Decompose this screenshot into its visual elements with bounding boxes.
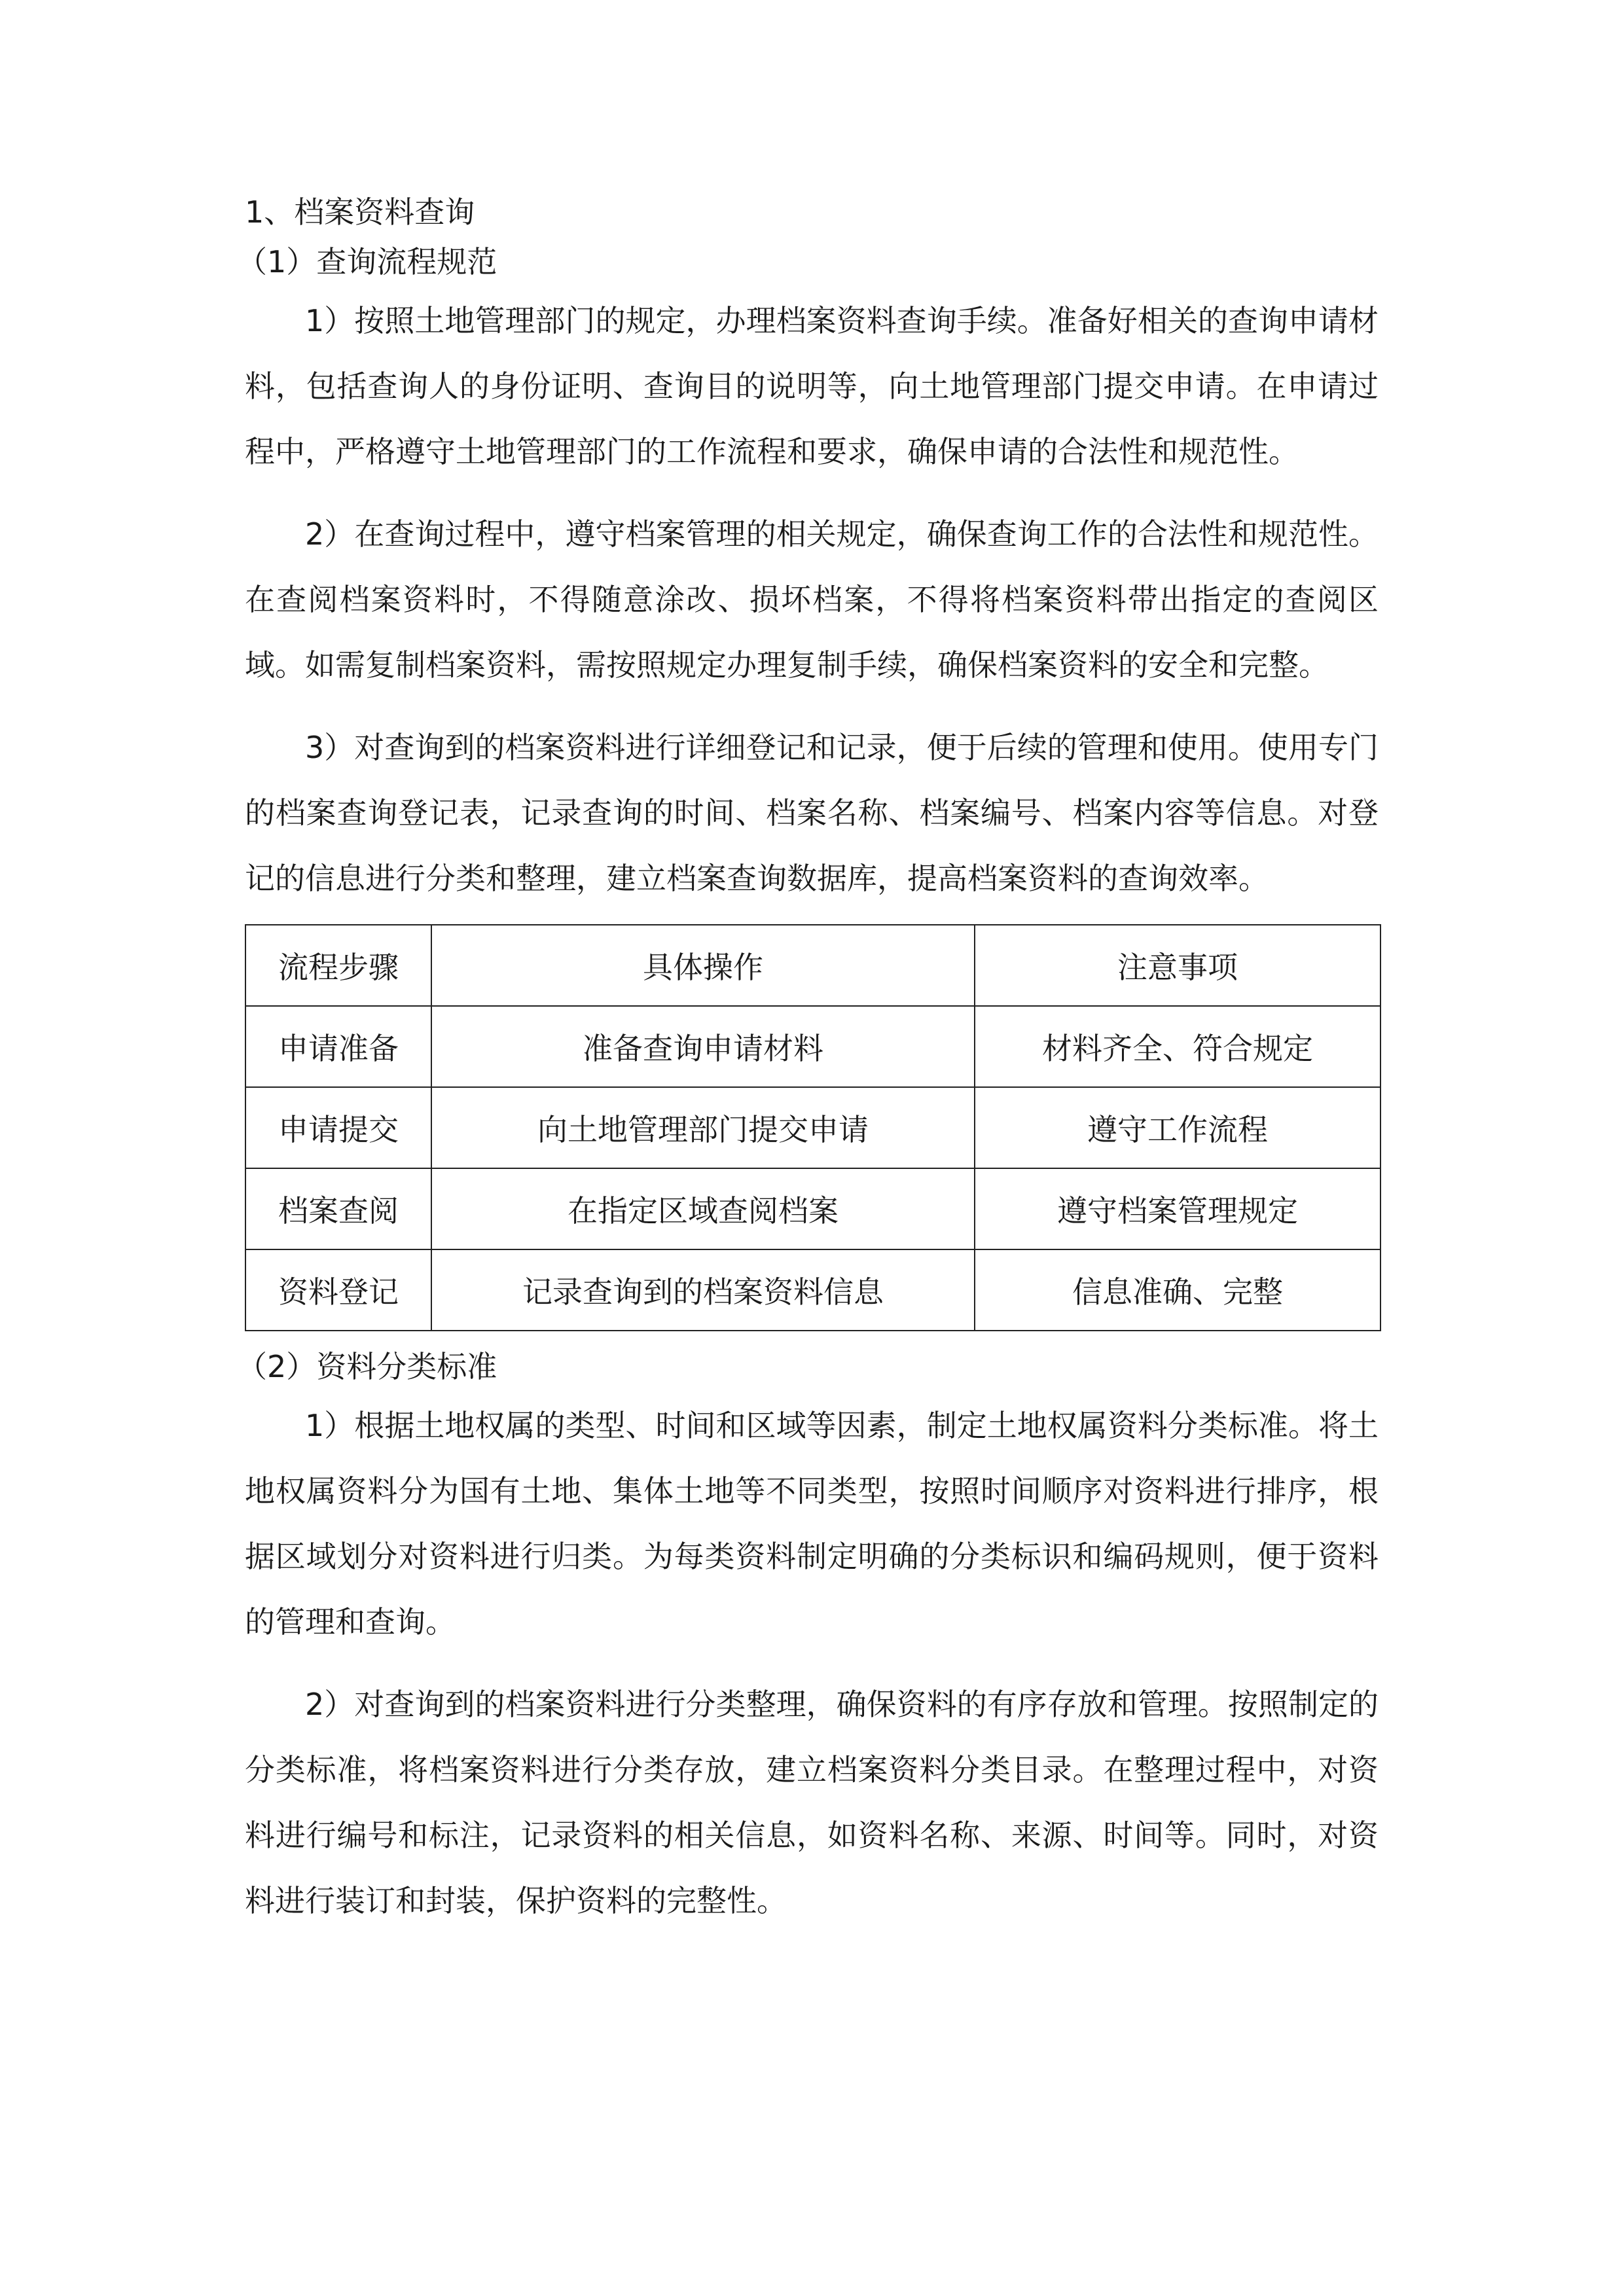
table-row <box>245 1006 1380 1087</box>
table-cell: 材料齐全、符合规定 <box>975 1006 1380 1087</box>
classification-paragraphs <box>245 1393 1379 1933</box>
process-table <box>245 924 1381 1331</box>
table-cell: 资料登记 <box>245 1249 431 1331</box>
table-cell: 准备查询申请材料 <box>431 1006 975 1087</box>
paragraph: 2）在查询过程中，遵守档案管理的相关规定，确保查询工作的合法性和规范性。在查阅档案资料时，不得随意涂改、损坏档案，不得将档案资料带出指定的查阅区域。如需复制档案资料，需按照规定办理复制手续，确保档案资料的安全和完整。 <box>245 516 1379 683</box>
table-cell: 向土地管理部门提交申请 <box>431 1087 975 1168</box>
table-cell: 申请准备 <box>245 1006 431 1087</box>
table-header-row <box>245 925 1380 1006</box>
paragraph: 1）根据土地权属的类型、时间和区域等因素，制定土地权属资料分类标准。将土地权属资料分为国有土地、集体土地等不同类型，按照时间顺序对资料进行排序，根据区域划分对资料进行归类。为每类资料制定明确的分类标识和编码规则，便于资料的管理和查询。 <box>245 1408 1379 1640</box>
section-title: 1、档案资料查询 <box>245 194 475 230</box>
table-cell: 档案查阅 <box>245 1168 431 1249</box>
table-header-cell: 注意事项 <box>975 925 1380 1006</box>
table-cell: 申请提交 <box>245 1087 431 1168</box>
document-page <box>237 190 1379 1933</box>
table-row <box>245 1249 1380 1331</box>
paragraph: 2）对查询到的档案资料进行分类整理，确保资料的有序存放和管理。按照制定的分类标准，将档案资料进行分类存放，建立档案资料分类目录。在整理过程中，对资料进行编号和标注，记录资料的相关信息，如资料名称、来源、时间等。同时，对资料进行装订和封装，保护资料的完整性。 <box>245 1687 1379 1918</box>
subsection-title-query-process: （1）查询流程规范 <box>237 244 497 279</box>
table-cell: 遵守工作流程 <box>975 1087 1380 1168</box>
table-row <box>245 1087 1380 1168</box>
paragraph: 1）按照土地管理部门的规定，办理档案资料查询手续。准备好相关的查询申请材料，包括查询人的身份证明、查询目的说明等，向土地管理部门提交申请。在申请过程中，严格遵守土地管理部门的工作流程和要求，确保申请的合法性和规范性。 <box>245 303 1379 469</box>
table-cell: 在指定区域查阅档案 <box>431 1168 975 1249</box>
subsection-title-classification: （2）资料分类标准 <box>237 1349 497 1384</box>
table-row <box>245 1168 1380 1249</box>
table-cell: 记录查询到的档案资料信息 <box>431 1249 975 1331</box>
table-cell: 遵守档案管理规定 <box>975 1168 1380 1249</box>
query-process-paragraphs <box>245 288 1379 911</box>
table-cell: 信息准确、完整 <box>975 1249 1380 1331</box>
table-header-cell: 流程步骤 <box>245 925 431 1006</box>
table-header-cell: 具体操作 <box>431 925 975 1006</box>
paragraph: 3）对查询到的档案资料进行详细登记和记录，便于后续的管理和使用。使用专门的档案查询登记表，记录查询的时间、档案名称、档案编号、档案内容等信息。对登记的信息进行分类和整理，建立档案查询数据库，提高档案资料的查询效率。 <box>245 730 1379 896</box>
